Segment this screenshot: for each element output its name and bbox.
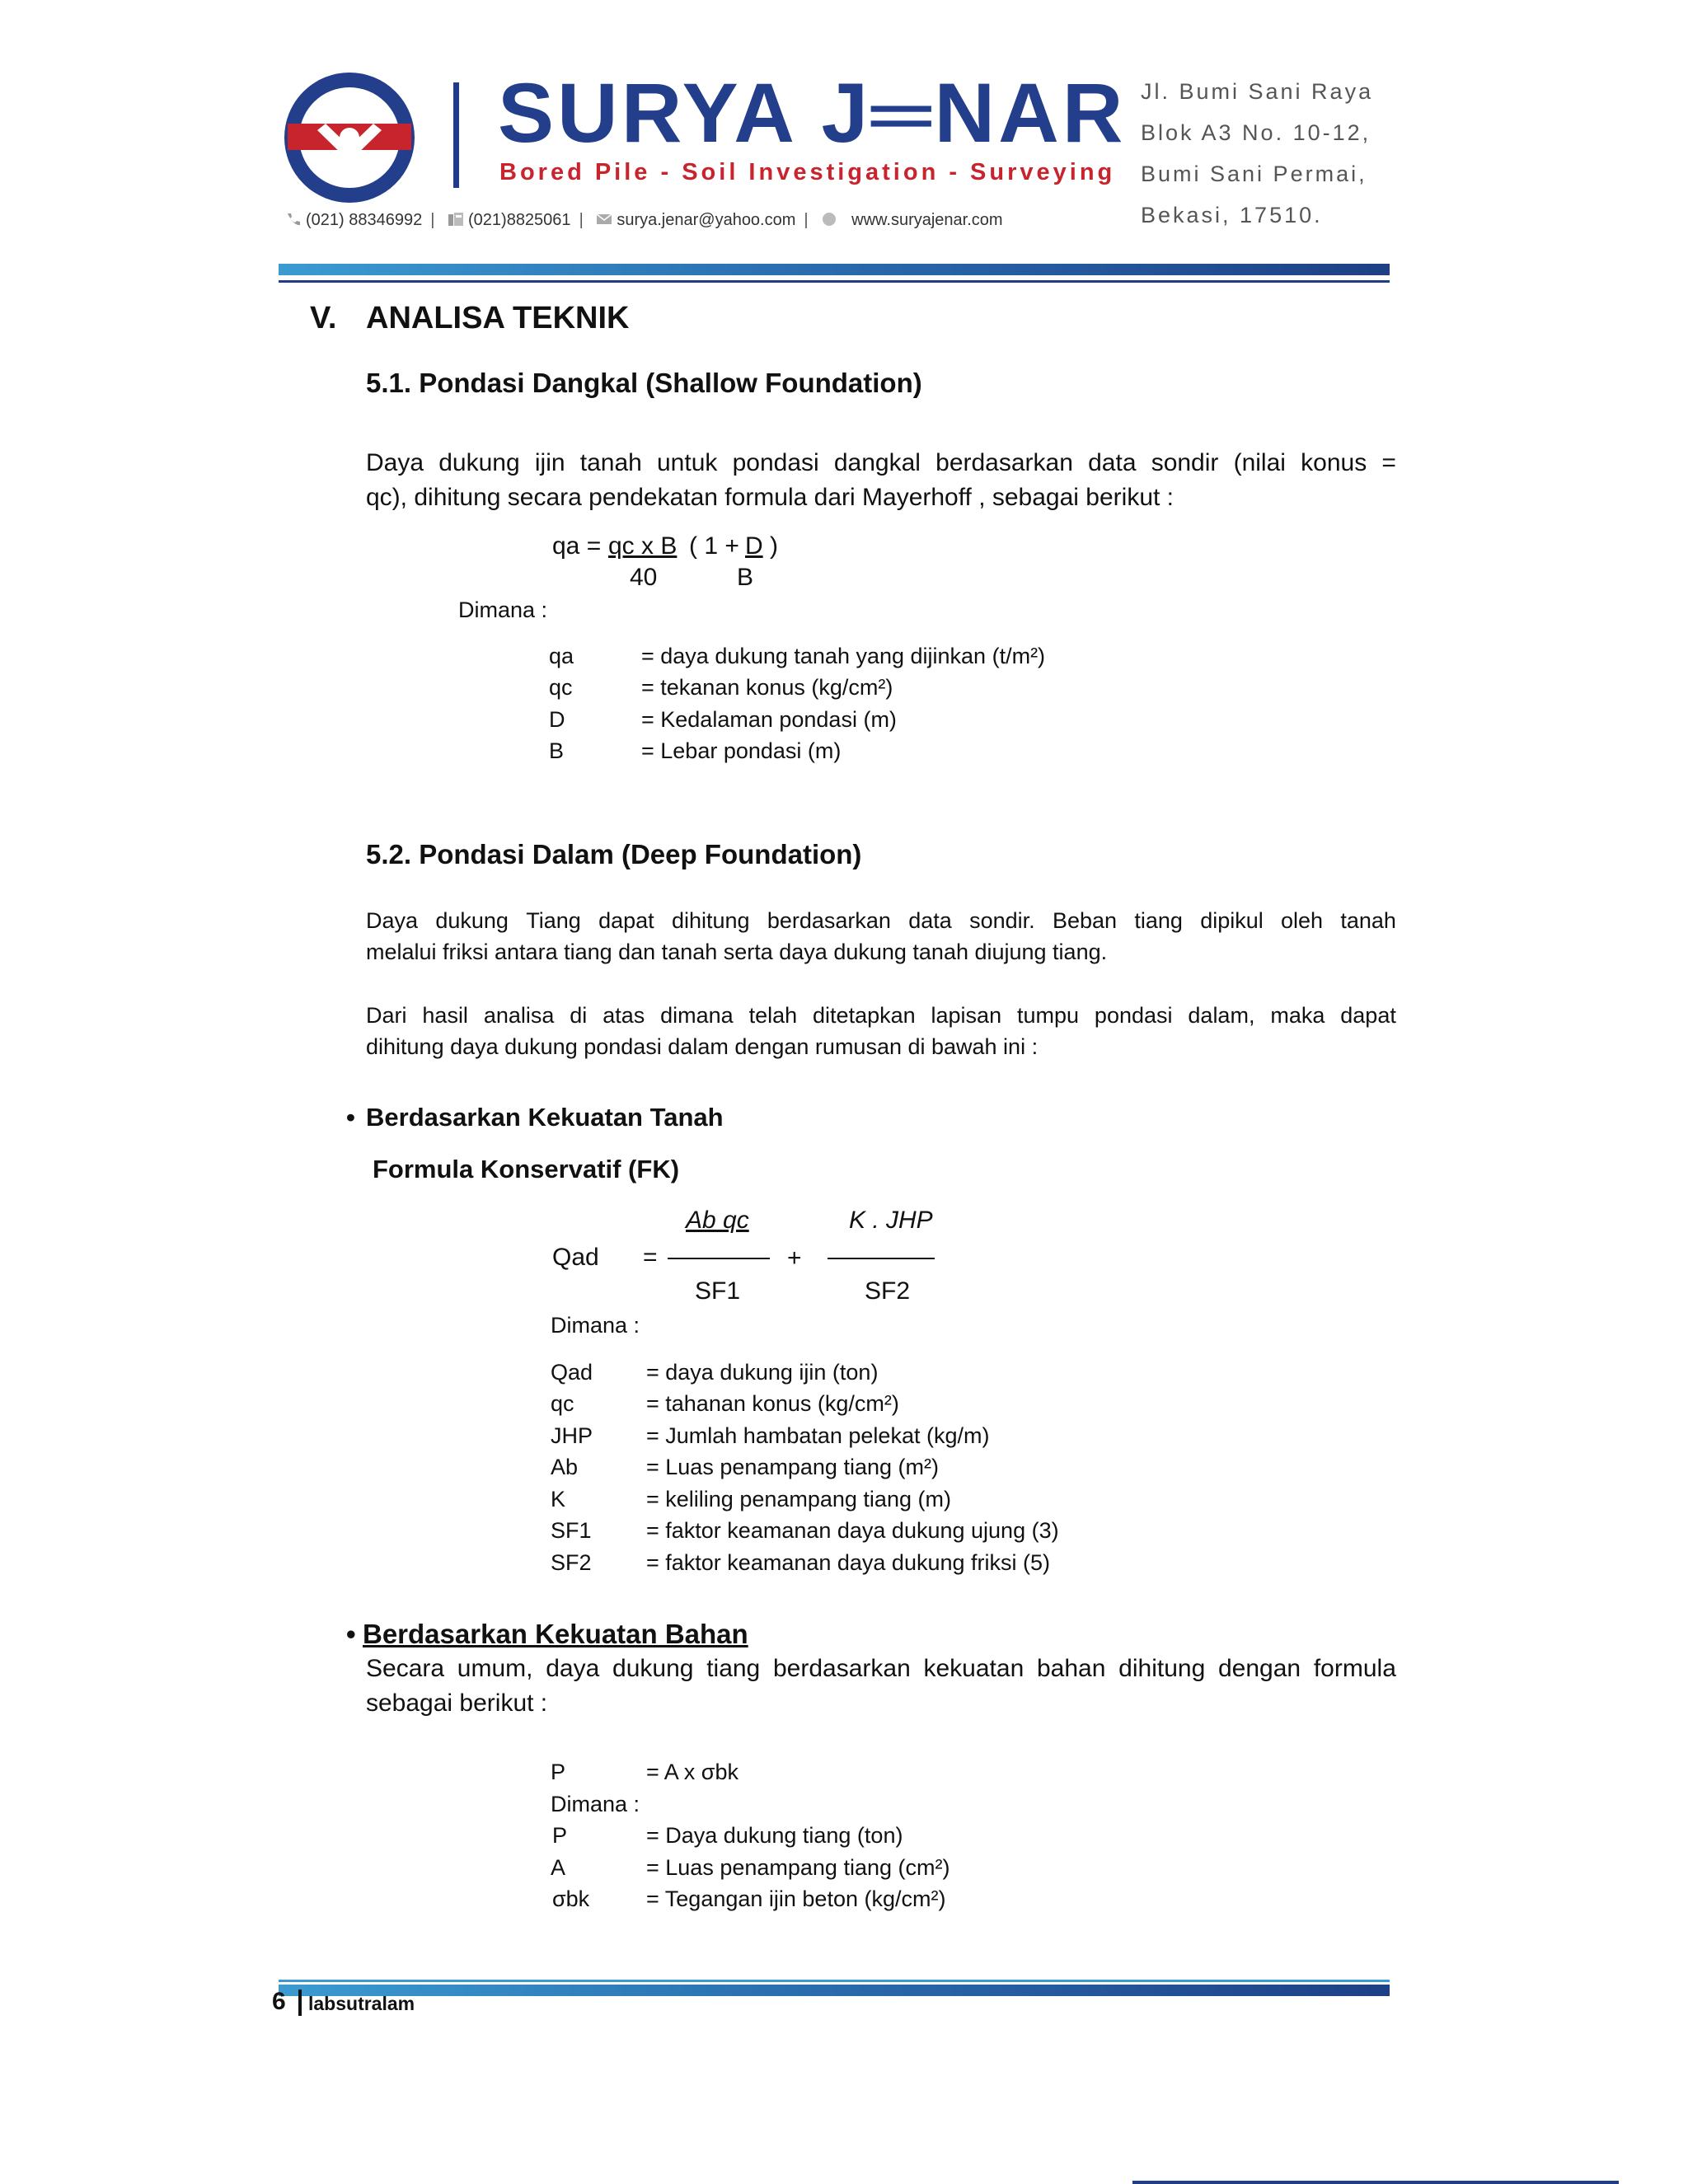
fraction-bar bbox=[668, 1258, 770, 1259]
definition-symbol: qc bbox=[549, 675, 573, 700]
definition-symbol: SF1 bbox=[551, 1518, 592, 1543]
brand-subtitle: Bored Pile - Soil Investigation - Surveying bbox=[499, 159, 1116, 185]
bullet: • bbox=[346, 1103, 355, 1132]
definition-text: = Kedalaman pondasi (m) bbox=[641, 707, 897, 732]
definition-symbol: Ab bbox=[551, 1455, 579, 1479]
paragraph-line: qc), dihitung secara pendekatan formula dari Mayerhoff , sebagai berikut : bbox=[366, 484, 1175, 511]
definition-text: = tekanan konus (kg/cm²) bbox=[641, 675, 893, 700]
formula-equals: = bbox=[643, 1244, 658, 1271]
definition-text: = Lebar pondasi (m) bbox=[641, 738, 842, 763]
contact-line: (021) 88346992 | (021)8825061 | surya.jenar@yahoo.com | www.suryajenar.com bbox=[285, 212, 1003, 228]
definition-text: = tahanan konus (kg/cm²) bbox=[646, 1391, 899, 1416]
definition-text: = Daya dukung tiang (ton) bbox=[646, 1823, 903, 1848]
definition-symbol: Qad bbox=[551, 1360, 593, 1385]
paragraph-line: dihitung daya dukung pondasi dalam dengan rumusan di bawah ini : bbox=[366, 1034, 1039, 1059]
heading-kekuatan-tanah: Berdasarkan Kekuatan Tanah bbox=[366, 1103, 724, 1132]
definition-symbol: D bbox=[549, 707, 565, 732]
formula-numerator: D bbox=[745, 532, 763, 560]
formula-denominator: SF1 bbox=[695, 1277, 741, 1305]
mail-icon bbox=[596, 212, 612, 227]
definition-symbol: A bbox=[551, 1855, 566, 1880]
definition-text: = daya dukung ijin (ton) bbox=[646, 1360, 879, 1385]
dimana-label: Dimana : bbox=[551, 1313, 640, 1338]
address-line: Bumi Sani Permai, bbox=[1141, 162, 1367, 186]
address-line: Jl. Bumi Sani Raya bbox=[1141, 79, 1374, 104]
formula-numerator: K . JHP bbox=[849, 1207, 933, 1234]
phone-icon bbox=[285, 212, 302, 227]
definition-symbol: B bbox=[549, 738, 565, 763]
heading-kekuatan-bahan: Berdasarkan Kekuatan Bahan bbox=[363, 1619, 748, 1649]
address-line: Bekasi, 17510. bbox=[1141, 203, 1323, 227]
bullet: • bbox=[346, 1619, 356, 1649]
formula-paren: ( 1 + bbox=[689, 532, 739, 560]
heading-5-2: 5.2. Pondasi Dalam (Deep Foundation) bbox=[366, 839, 862, 869]
definition-symbol: σbk bbox=[552, 1886, 590, 1911]
heading-5-1: 5.1. Pondasi Dangkal (Shallow Foundation) bbox=[366, 368, 922, 398]
company-logo bbox=[284, 73, 415, 203]
phone-number: (021) 88346992 bbox=[306, 211, 423, 229]
page-number: 6 bbox=[272, 1988, 286, 2015]
definition-symbol: K bbox=[551, 1487, 566, 1511]
formula-denominator: B bbox=[737, 564, 754, 591]
definition-text: = faktor keamanan daya dukung ujung (3) bbox=[646, 1518, 1059, 1543]
formula-numerator: qc x B bbox=[608, 532, 678, 560]
definition-symbol: P bbox=[552, 1823, 568, 1848]
definition-symbol: JHP bbox=[551, 1423, 593, 1448]
formula-denominator: SF2 bbox=[865, 1277, 911, 1305]
fax-number: (021)8825061 bbox=[468, 211, 571, 229]
formula-plus: + bbox=[787, 1244, 802, 1272]
definition-text: = daya dukung tanah yang dijinkan (t/m²) bbox=[641, 644, 1046, 668]
definition-text: = Luas penampang tiang (cm²) bbox=[646, 1855, 950, 1880]
definition-text: = Jumlah hambatan pelekat (kg/m) bbox=[646, 1423, 990, 1448]
definition-text: = faktor keamanan daya dukung friksi (5) bbox=[646, 1550, 1051, 1575]
section-title: ANALISA TEKNIK bbox=[366, 301, 630, 335]
header-rule-thin bbox=[279, 280, 1390, 283]
formula-numerator: Ab qc bbox=[686, 1207, 749, 1234]
fraction-bar bbox=[828, 1258, 935, 1259]
formula-paren: ) bbox=[770, 532, 778, 560]
definition-symbol: qc bbox=[551, 1391, 574, 1416]
section-number: V. bbox=[310, 301, 337, 335]
paragraph-line: sebagai berikut : bbox=[366, 1690, 548, 1717]
formula-title: Formula Konservatif (FK) bbox=[373, 1155, 680, 1183]
address-line: Blok A3 No. 10-12, bbox=[1141, 120, 1372, 145]
formula-rhs: = A x σbk bbox=[646, 1760, 738, 1784]
footer-divider bbox=[298, 1990, 302, 2016]
definition-text: = Tegangan ijin beton (kg/cm²) bbox=[646, 1886, 946, 1911]
globe-icon bbox=[821, 212, 837, 227]
paragraph-line: Daya dukung ijin tanah untuk pondasi dangkal berdasarkan data sondir (nilai konus = bbox=[366, 449, 1396, 476]
email-link[interactable]: surya.jenar@yahoo.com bbox=[617, 211, 796, 229]
formula-denominator: 40 bbox=[630, 564, 658, 591]
brand-title: SURYA J═NAR bbox=[498, 66, 1127, 160]
definition-text: = keliling penampang tiang (m) bbox=[646, 1487, 951, 1511]
header-rule bbox=[279, 264, 1390, 275]
footer-rule-thin bbox=[279, 1980, 1390, 1982]
fax-icon bbox=[448, 212, 464, 227]
dimana-label: Dimana : bbox=[458, 598, 548, 622]
footer-label: labsutralam bbox=[308, 1993, 415, 2014]
footer-rule bbox=[279, 1985, 1390, 1996]
paragraph-line: Secara umum, daya dukung tiang berdasarkan kekuatan bahan dihitung dengan formula bbox=[366, 1655, 1396, 1682]
paragraph-line: Daya dukung Tiang dapat dihitung berdasarkan data sondir. Beban tiang dipikul oleh tanah bbox=[366, 908, 1396, 933]
definition-symbol: qa bbox=[549, 644, 574, 668]
formula-lhs: P bbox=[551, 1760, 566, 1784]
page-edge-line bbox=[1132, 2181, 1619, 2184]
formula-lhs: qa = bbox=[552, 532, 602, 560]
paragraph-line: Dari hasil analisa di atas dimana telah ditetapkan lapisan tumpu pondasi dalam, maka dapat bbox=[366, 1003, 1396, 1028]
website-link[interactable]: www.suryajenar.com bbox=[851, 211, 1003, 229]
formula-lhs: Qad bbox=[552, 1244, 599, 1271]
brand-divider bbox=[453, 82, 459, 188]
definition-text: = Luas penampang tiang (m²) bbox=[646, 1455, 939, 1479]
definition-symbol: SF2 bbox=[551, 1550, 592, 1575]
paragraph-line: melalui friksi antara tiang dan tanah serta daya dukung tanah diujung tiang. bbox=[366, 940, 1108, 964]
dimana-label: Dimana : bbox=[551, 1792, 640, 1816]
